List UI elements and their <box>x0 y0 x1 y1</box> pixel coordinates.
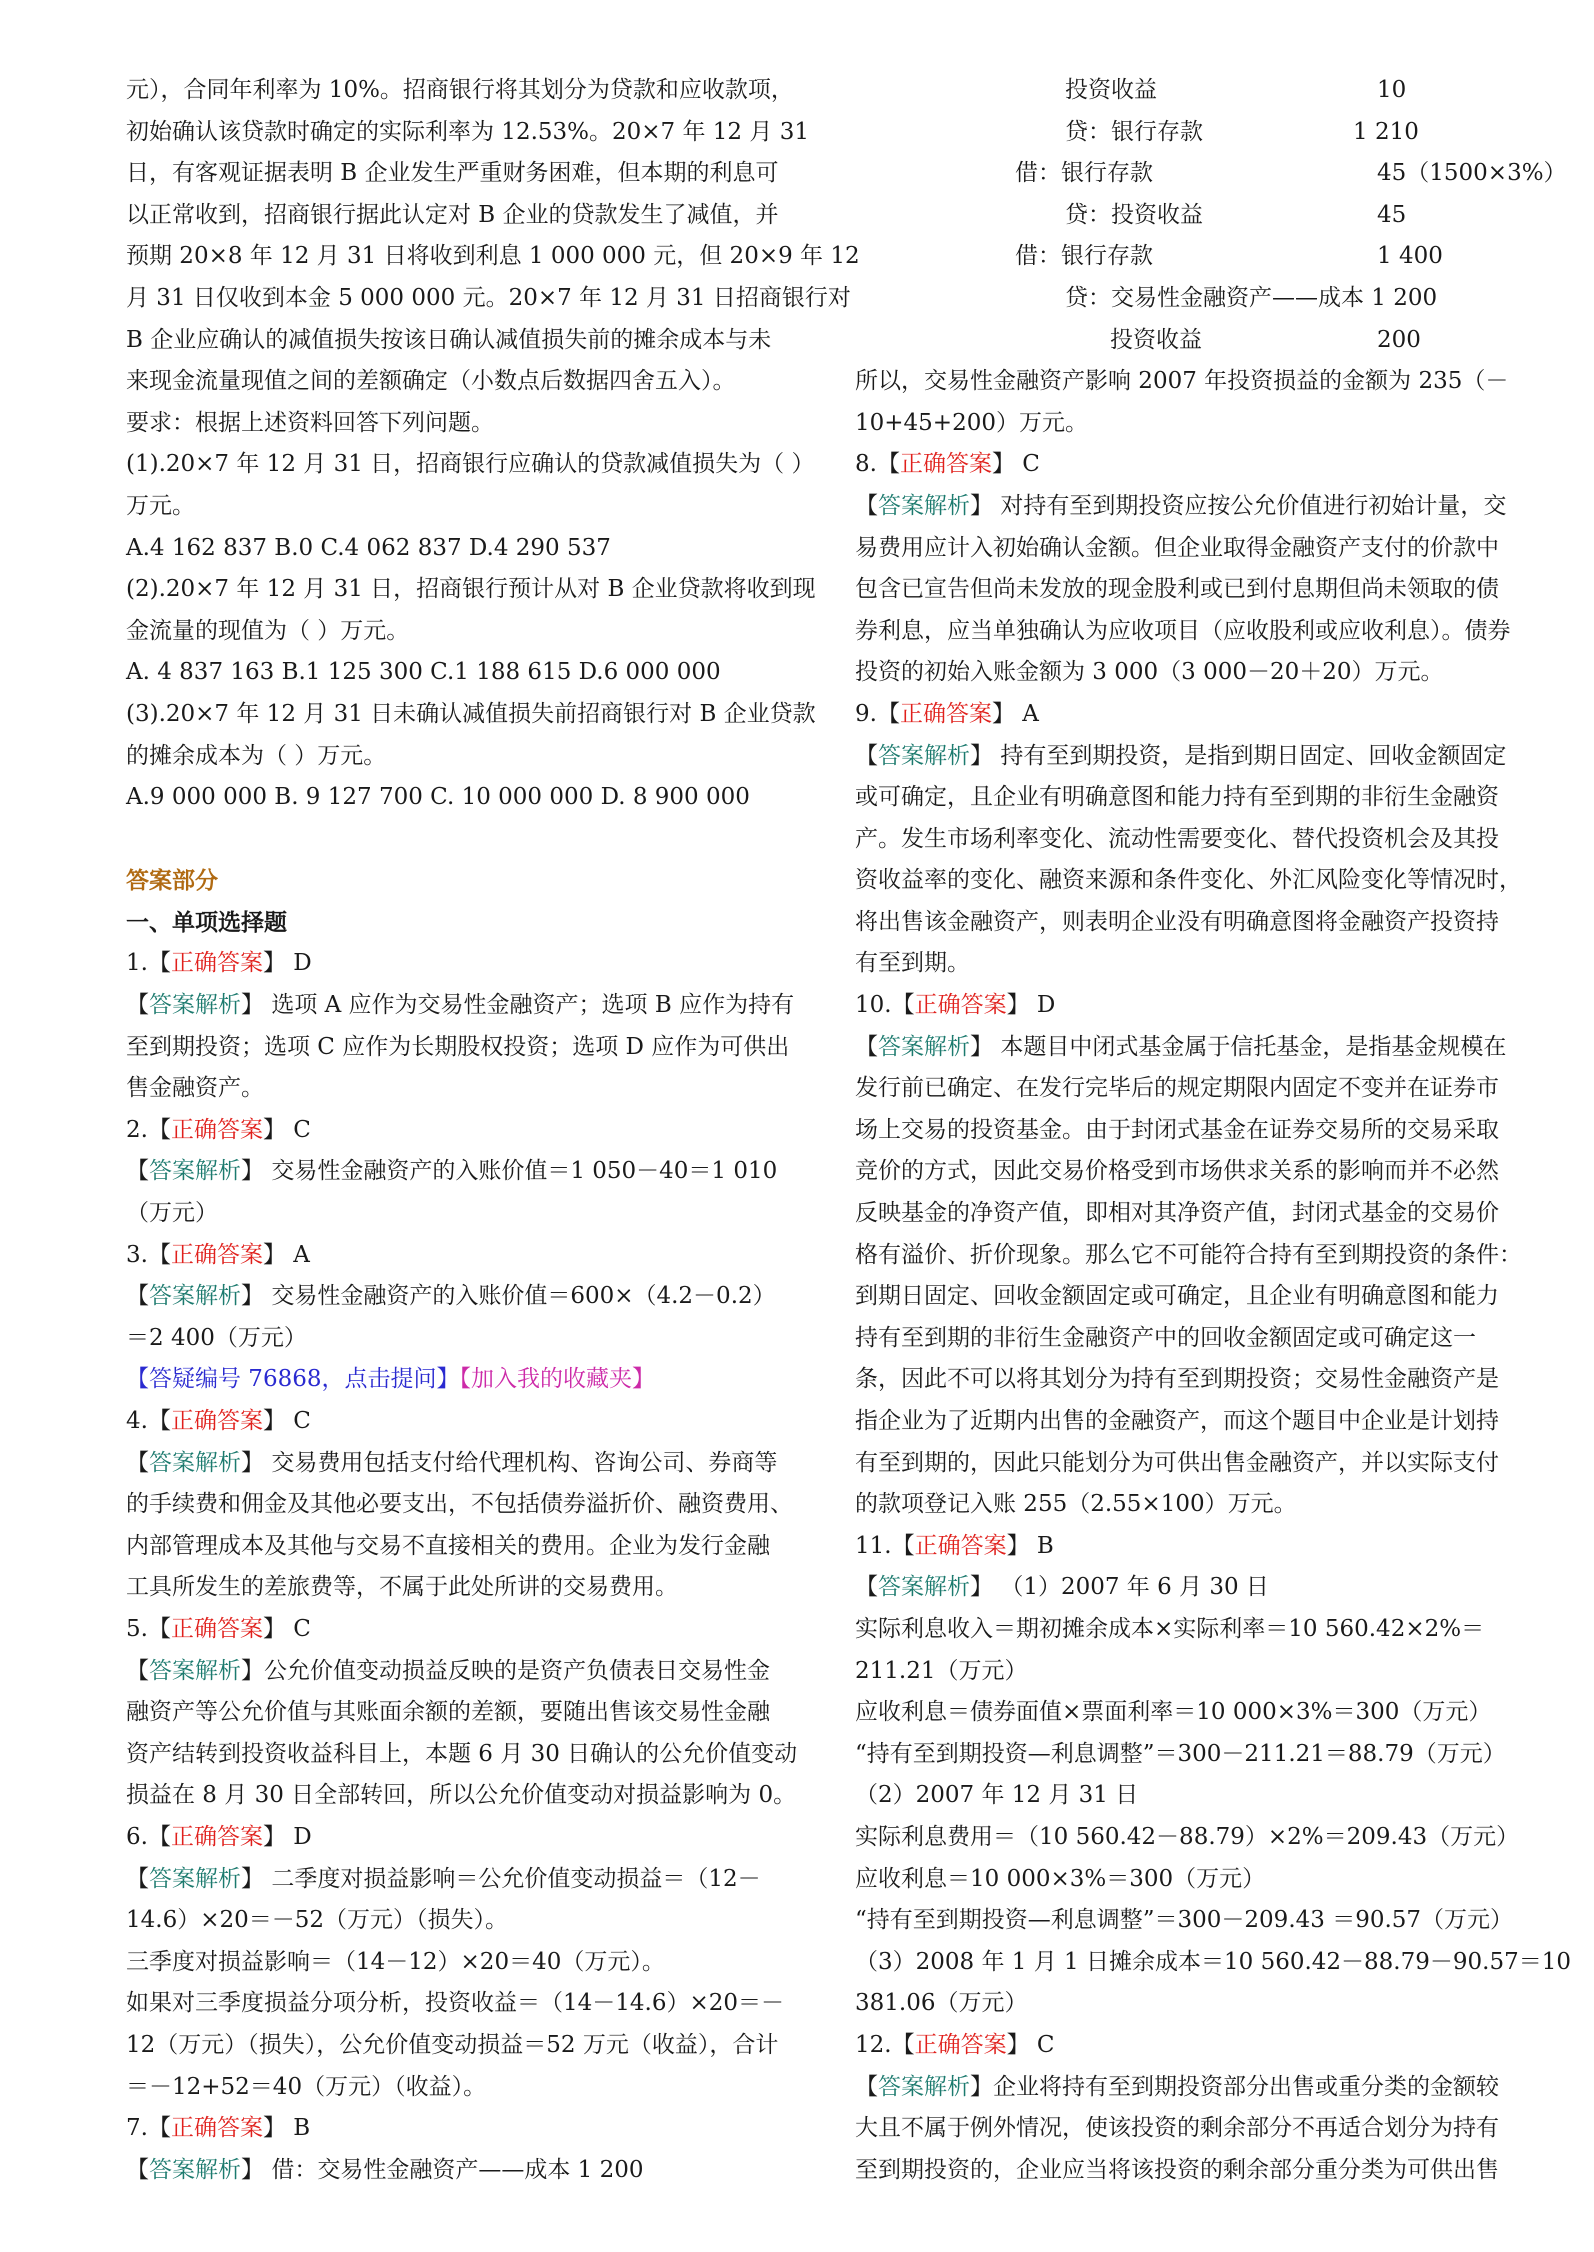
text-line: 的摊余成本为（ ）万元。 <box>126 742 387 769</box>
analysis-line: 【答案解析】 二季度对损益影响＝公允价值变动损益＝（12－ <box>126 1865 761 1892</box>
analysis-line: 【答案解析】 （1）2007 年 6 月 30 日 <box>855 1574 1269 1601</box>
analysis-line: （3）2008 年 1 月 1 日摊余成本＝10 560.42－88.79－90.57＝10 <box>855 1948 1571 1975</box>
analysis-line: 实际利息收入＝期初摊余成本×实际利率＝10 560.42×2%＝ <box>855 1615 1485 1642</box>
add-favorite-link[interactable]: 【加入我的收藏夹】 <box>459 1366 655 1393</box>
analysis-line: 12（万元）（损失），公允价值变动损益＝52 万元（收益），合计 <box>126 2031 779 2058</box>
summary-line: 所以，交易性金融资产影响 2007 年投资损益的金额为 235（－ <box>855 368 1509 395</box>
analysis-line: 包含已宣告但尚未发放的现金股利或已到付息期但尚未领取的债 <box>855 576 1499 603</box>
answer-header-4: 4.【正确答案】 C <box>126 1408 311 1434</box>
requirement-line: 要求：根据上述资料回答下列问题。 <box>126 409 494 436</box>
analysis-line: 【答案解析】公允价值变动损益反映的是资产负债表日交易性金 <box>126 1657 770 1684</box>
text-line: 来现金流量现值之间的差额确定（小数点后数据四舍五入）。 <box>126 368 736 395</box>
analysis-line: 有至到期的，因此只能划分为可供出售金融资产，并以实际支付 <box>855 1449 1499 1476</box>
journal-entry: 贷：投资收益 45 <box>1065 201 1407 228</box>
right-column <box>855 70 1571 2191</box>
text-line: 月 31 日仅收到本金 5 000 000 元。20×7 年 12 月 31 日招商银行对 <box>126 284 851 311</box>
answer-header-7: 7.【正确答案】 B <box>126 2115 311 2142</box>
analysis-line: 【答案解析】 借：交易性金融资产——成本 1 200 <box>126 2156 644 2183</box>
analysis-line: 大且不属于例外情况，使该投资的剩余部分不再适合划分为持有 <box>855 2115 1499 2142</box>
answer-header-6: 6.【正确答案】 D <box>126 1823 312 1850</box>
text-line: B 企业应确认的减值损失按该日确认减值损失前的摊余成本与未 <box>126 326 772 353</box>
analysis-line: 售金融资产。 <box>126 1075 264 1102</box>
answer-header-5: 5.【正确答案】 C <box>126 1615 311 1642</box>
text-line: 万元。 <box>126 492 195 519</box>
analysis-line: 竞价的方式，因此交易价格受到市场供求关系的影响而并不必然 <box>855 1158 1499 1185</box>
question-2-options: A. 4 837 163 B.1 125 300 C.1 188 615 D.6 000 000 <box>126 659 721 686</box>
journal-entry: 投资收益 10 <box>1065 77 1407 103</box>
journal-entry: 贷：交易性金融资产——成本 1 200 <box>1065 284 1438 311</box>
summary-line: 10+45+200）万元。 <box>855 409 1088 436</box>
analysis-line: 指企业为了近期内出售的金融资产，而这个题目中企业是计划持 <box>855 1408 1499 1434</box>
analysis-line: 至到期投资的，企业应当将该投资的剩余部分重分类为可供出售 <box>855 2156 1499 2183</box>
analysis-line: 条，因此不可以将其划分为持有至到期投资；交易性金融资产是 <box>855 1366 1499 1393</box>
analysis-line: 格有溢价、折价现象。那么它不可能符合持有至到期投资的条件： <box>855 1241 1522 1268</box>
analysis-line: ＝－12+52＝40（万元）（收益）。 <box>126 2073 487 2100</box>
analysis-line: 如果对三季度损益分项分析，投资收益＝（14－14.6）×20＝－ <box>126 1990 785 2017</box>
answer-section-title: 答案部分 <box>126 867 218 895</box>
answer-header-2: 2.【正确答案】 C <box>126 1116 311 1143</box>
answer-header-8: 8.【正确答案】 C <box>855 451 1040 478</box>
analysis-line: （万元） <box>126 1200 218 1227</box>
analysis-line: 的手续费和佣金及其他必要支出，不包括债券溢折价、融资费用、 <box>126 1491 793 1518</box>
analysis-line: 的款项登记入账 255（2.55×100）万元。 <box>855 1491 1297 1518</box>
analysis-line: 381.06（万元） <box>855 1990 1028 2017</box>
analysis-line: 产。发生市场利率变化、流动性需要变化、替代投资机会及其投 <box>855 825 1499 852</box>
analysis-line: 【答案解析】企业将持有至到期投资部分出售或重分类的金额较 <box>855 2073 1499 2100</box>
analysis-line: 券利息，应当单独确认为应收项目（应收股利或应收利息）。债券 <box>855 617 1511 644</box>
analysis-line: 发行前已确定、在发行完毕后的规定期限内固定不变并在证券市 <box>855 1075 1499 1102</box>
analysis-line: 【答案解析】 选项 A 应作为交易性金融资产；选项 B 应作为持有 <box>126 992 795 1019</box>
answer-header-1: 1.【正确答案】 D <box>126 950 312 977</box>
analysis-line: 到期日固定、回收金额固定或可确定，且企业有明确意图和能力 <box>855 1283 1499 1310</box>
journal-entry: 贷：银行存款 1 210 <box>1065 118 1419 145</box>
text-line: 金流量的现值为（ ）万元。 <box>126 617 410 644</box>
analysis-line: 场上交易的投资基金。由于封闭式基金在证券交易所的交易采取 <box>855 1116 1499 1143</box>
analysis-line: 【答案解析】 交易性金融资产的入账价值＝600×（4.2－0.2） <box>126 1283 776 1310</box>
analysis-line: 【答案解析】 交易性金融资产的入账价值＝1 050－40＝1 010 <box>126 1158 778 1185</box>
analysis-line: 融资产等公允价值与其账面余额的差额，要随出售该交易性金融 <box>126 1699 770 1726</box>
analysis-line: 内部管理成本及其他与交易不直接相关的费用。企业为发行金融 <box>126 1532 770 1559</box>
question-1-options: A.4 162 837 B.0 C.4 062 837 D.4 290 537 <box>126 534 611 561</box>
analysis-line: 资产结转到投资收益科目上，本题 6 月 30 日确认的公允价值变动 <box>126 1740 798 1767</box>
analysis-line: 或可确定，且企业有明确意图和能力持有至到期的非衍生金融资 <box>855 784 1499 811</box>
analysis-line: 损益在 8 月 30 日全部转回，所以公允价值变动对损益影响为 0。 <box>126 1782 797 1809</box>
analysis-line: 【答案解析】 本题目中闭式基金属于信托基金，是指基金规模在 <box>855 1033 1507 1060</box>
text-line: 初始确认该贷款时确定的实际利率为 12.53%。20×7 年 12 月 31 <box>126 118 809 145</box>
section-title: 一、单项选择题 <box>126 908 287 936</box>
analysis-line: 14.6）×20＝－52（万元）（损失）。 <box>126 1907 509 1934</box>
answer-header-11: 11.【正确答案】 B <box>855 1532 1054 1559</box>
analysis-line: 【答案解析】 交易费用包括支付给代理机构、咨询公司、券商等 <box>126 1449 778 1476</box>
analysis-line: 资收益率的变化、融资来源和条件变化、外汇风险变化等情况时， <box>855 867 1522 894</box>
text-line: 以正常收到，招商银行据此认定对 B 企业的贷款发生了减值，并 <box>126 201 779 228</box>
ask-question-link[interactable]: 【答疑编号 76868，点击提问】 <box>126 1366 460 1393</box>
answer-header-9: 9.【正确答案】 A <box>855 700 1039 727</box>
text-line: 元），合同年利率为 10%。招商银行将其划分为贷款和应收款项， <box>126 77 794 103</box>
answer-header-12: 12.【正确答案】 C <box>855 2031 1055 2058</box>
journal-entry: 借：银行存款 1 400 <box>1015 243 1443 270</box>
text-line: 预期 20×8 年 12 月 31 日将收到利息 1 000 000 元，但 20×9 年 12 <box>126 243 860 270</box>
analysis-line: 三季度对损益影响＝（14－12）×20＝40（万元）。 <box>126 1948 665 1975</box>
analysis-line: 将出售该金融资产，则表明企业没有明确意图将金融资产投资持 <box>855 908 1499 935</box>
analysis-line: “持有至到期投资—利息调整”＝300－211.21＝88.79（万元） <box>855 1740 1506 1767</box>
journal-entry: 借：银行存款 45（1500×3%） <box>1015 160 1567 187</box>
left-column <box>126 70 860 2191</box>
analysis-line: 实际利息费用＝（10 560.42－88.79）×2%＝209.43（万元） <box>855 1823 1520 1850</box>
text-line: 日，有客观证据表明 B 企业发生严重财务困难，但本期的利息可 <box>126 160 779 187</box>
question-3-options: A.9 000 000 B. 9 127 700 C. 10 000 000 D. 8 900 000 <box>126 784 750 811</box>
analysis-line: 持有至到期的非衍生金融资产中的回收金额固定或可确定这一 <box>855 1324 1476 1351</box>
analysis-line: 至到期投资；选项 C 应作为长期股权投资；选项 D 应作为可供出 <box>126 1033 790 1060</box>
analysis-line: 应收利息＝债券面值×票面利率＝10 000×3%＝300（万元） <box>855 1699 1492 1726</box>
question-1: (1).20×7 年 12 月 31 日，招商银行应确认的贷款减值损失为（ ） <box>126 451 815 478</box>
analysis-line: 反映基金的净资产值，即相对其净资产值，封闭式基金的交易价 <box>855 1200 1499 1227</box>
analysis-line: 投资的初始入账金额为 3 000（3 000－20＋20）万元。 <box>855 659 1444 686</box>
analysis-line: 【答案解析】 持有至到期投资，是指到期日固定、回收金额固定 <box>855 742 1507 769</box>
answer-header-10: 10.【正确答案】 D <box>855 992 1056 1019</box>
analysis-line: “持有至到期投资—利息调整”＝300－209.43 ＝90.57（万元） <box>855 1907 1514 1934</box>
question-2: (2).20×7 年 12 月 31 日，招商银行预计从对 B 企业贷款将收到现 <box>126 576 816 603</box>
analysis-line: 【答案解析】 对持有至到期投资应按公允价值进行初始计量，交 <box>855 492 1507 519</box>
question-3: (3).20×7 年 12 月 31 日未确认减值损失前招商银行对 B 企业贷款 <box>126 700 816 727</box>
analysis-line: 易费用应计入初始确认金额。但企业取得金融资产支付的价款中 <box>855 534 1499 561</box>
analysis-line: 工具所发生的差旅费等，不属于此处所讲的交易费用。 <box>126 1574 678 1601</box>
answer-header-3: 3.【正确答案】 A <box>126 1241 310 1268</box>
analysis-line: 应收利息＝10 000×3%＝300（万元） <box>855 1865 1266 1892</box>
analysis-line: ＝2 400（万元） <box>126 1324 307 1351</box>
analysis-line: 211.21（万元） <box>855 1657 1028 1684</box>
analysis-line: 有至到期。 <box>855 950 970 977</box>
analysis-line: （2）2007 年 12 月 31 日 <box>855 1782 1139 1809</box>
q3-links <box>126 1359 801 1401</box>
journal-entry: 投资收益 200 <box>1110 326 1421 353</box>
